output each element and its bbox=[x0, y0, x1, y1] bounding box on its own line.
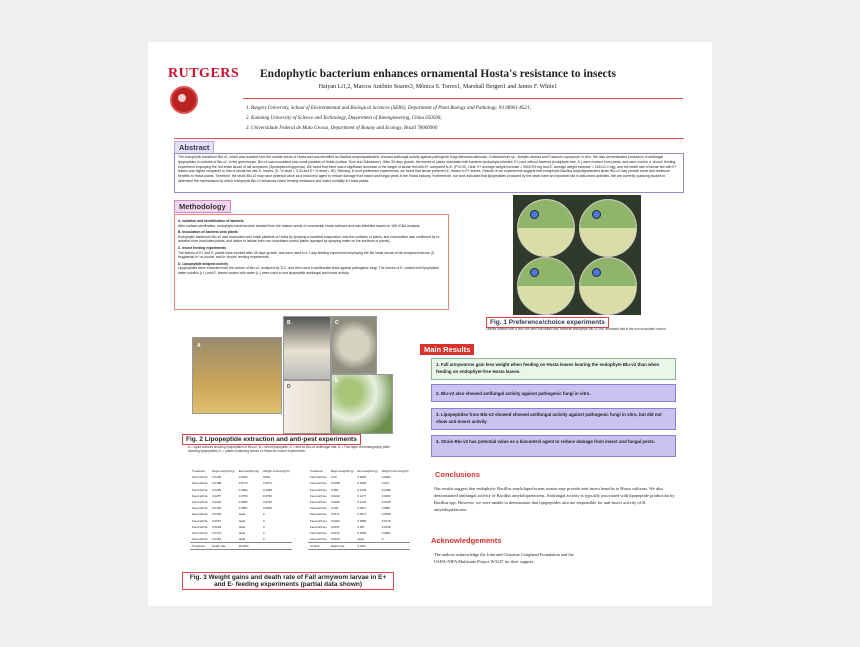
table-cell: 0.0694 bbox=[381, 475, 391, 480]
fig2-caption: Fig. 2 Lipopeptide extraction and anti-pest experiments bbox=[182, 434, 361, 445]
table-cell: 0.0699 bbox=[381, 512, 391, 517]
conclusions-heading: Conclusions bbox=[435, 470, 481, 479]
table-cell: Feed with E+ bbox=[310, 512, 327, 517]
table-cell: 0.0188 bbox=[212, 481, 222, 486]
table-cell: 0.1177 bbox=[357, 493, 367, 498]
method-c-text: The leaves of E+ and E- plants were excised after 45 days growth, and were used in a 7-day feeding experiment employing the 4th instar larvae of fall armyworm larvae (S. frugiperda) in 'no-choice' and in 'choice' feeding experiments. bbox=[178, 250, 435, 260]
table-cell: Feed with E- bbox=[192, 518, 209, 523]
total-row bbox=[308, 543, 410, 550]
table-cell: 0.067 bbox=[357, 524, 365, 529]
table-cell: 0.0609 bbox=[357, 481, 367, 486]
method-d-text: Lipopeptides were extracted from the culture of Blu-v2, analyzed by TLC, and then used in antifeedant tests against pathogenic fungi. The leaves of E- coated with lipopeptide water solution (L+) and E- leaves coated with water (L-) were used to test lipopeptide antifungal and insect activity. bbox=[178, 266, 439, 275]
table-cell: Death rate bbox=[329, 543, 356, 550]
table-cell: 0.0150 bbox=[212, 475, 222, 480]
table-cell: 0.484 bbox=[330, 487, 339, 492]
table-cell: Feed with E+ bbox=[310, 487, 327, 492]
table-cell: Feed with E- bbox=[192, 493, 209, 498]
table-cell: dead bbox=[357, 537, 364, 542]
petri-dish bbox=[517, 257, 575, 315]
affiliations bbox=[246, 104, 686, 134]
table-cell: 0.0618 bbox=[381, 524, 391, 529]
table-cell: 0.0794 bbox=[262, 500, 272, 505]
table-cell: 0.0849 bbox=[262, 506, 272, 511]
table-cell: Feed with E- bbox=[192, 524, 209, 529]
method-c-title: C. Insect feeding experiments bbox=[178, 245, 227, 250]
table-row bbox=[308, 536, 410, 543]
table-cell: 0 bbox=[381, 537, 384, 542]
table-cell: 0.0917 bbox=[357, 506, 367, 511]
methodology-heading: Methodology bbox=[174, 200, 231, 213]
table-cell: 0.0770 bbox=[238, 481, 248, 486]
table-cell: 0.0203 bbox=[330, 518, 340, 523]
table-cell: 0.851 bbox=[262, 475, 271, 480]
title-divider bbox=[243, 98, 683, 99]
table-cell: 0.0299 bbox=[330, 481, 340, 486]
inoculated-marker-icon bbox=[530, 268, 539, 277]
affiliation-3: 3. Universidade Federal de Mato Grosso, Department of Botany and Ecology, Brazil 78060900 bbox=[246, 126, 438, 131]
fig2-photo-c bbox=[331, 316, 377, 374]
table-cell: dead bbox=[238, 524, 246, 529]
table-cell: Feed with E+ bbox=[310, 518, 327, 523]
abstract-heading: Abstract bbox=[174, 141, 214, 154]
table-cell: Feed with E- bbox=[192, 512, 209, 517]
table-cell: 0.0163 bbox=[330, 537, 340, 542]
table-cell: 0.0892 bbox=[238, 487, 248, 492]
table-cell: 0.0436 bbox=[238, 475, 248, 480]
table-cell: Feed with E- bbox=[192, 487, 209, 492]
abstract-text: The endophytic bacterium Blu-v2, which was isolated from the rosette seeds of Hosta and was identified as Bacillus amyloliquefaciens, showed antifungal activity against pathogenic fungi Alternaria alternata, Colletotrichum sp., Botrytis cinerea and Fusarium oxysporum in vitro. We also demonstrated production of antifungal lipopeptides in cultures of Blu-v2. In the greenhouse, Blu-v2 was inoculated onto small plantlets of Hosta (cultivar 'Sum and Substance'). After 30 days growth, the leaves of plants inoculated with bacteria (endophyte-infected, E+) and without bacteria (endophyte-free, E-) were excised from plants, and were used in a 'choice' feeding experiment employing the 3rd instar larvae of fall armyworm (Spodoptera frugiperda). We found that there was a significant decrease in the weight of larvae fed with E+ compared to E- (P<0.05, t-test; E+ average weight increase = 90±8.3% mg and E- average weight increase = 134±12.4 mg), and the death rate of larvae fed with E+ leaves was higher compared to that of larvae fed with E- leaves. (E- % dead = 3.33 and E+ % dead = 30). Similarly, in food preference experiments, we found that larvae preferred E- leaves to E+ leaves. Results of our experiments suggest that endophytic Bacillus amyloliquefaciens strain Blu-v2 may provide some anti-herbivore benefits to Hosta plants. Therefore, the strain Blu-v2 may have potential value as a biocontrol agent to reduce damage from insect and fungal pests in the Hosta industry. Furthermore, our work indicated that lipopeptides produced by the strain have an important role in anti-insect activities. We are currently pursuing studies to determine the mechanisms by which endophytic Blu-v2 enhances insect feeding resistance and insect mortality in Hosta plants. bbox=[178, 155, 677, 183]
affiliation-2: 2. Kunming University of Science and Technology, Department of Bioengineering, China 650500; bbox=[246, 116, 442, 121]
table-cell: dead bbox=[238, 537, 246, 542]
table-cell: 0.3573 bbox=[262, 481, 272, 486]
table-cell: 0.0161 bbox=[330, 524, 340, 529]
table-cell: Feed with E- bbox=[192, 537, 209, 542]
method-b-title: B. Inoculation of bacteria onto plants bbox=[178, 230, 238, 235]
table-cell: Feed with E+ bbox=[310, 524, 327, 529]
petri-dish bbox=[579, 199, 637, 257]
table-cell: 3.33% bbox=[355, 543, 379, 550]
fig2-photo-b bbox=[283, 316, 331, 380]
result-1: 1. Fall armyworms gain less weight when feeding on Hosta leaves bearing the endophyte Blu-v2 than when feeding on endophyte-free Hosta leaves. bbox=[431, 358, 676, 380]
table-cell: 0.0171 bbox=[330, 512, 340, 517]
method-b-text: Endophytic bacterium Blu-v2 was inoculated onto small plantlets of Hosta by spraying a bacterial suspension onto the surfaces of plants, and colonization was confirmed by re-isolation from inoculated plants, and failure to isolate from non-inoculated control plants (sprayed by spraying water on the surfaces of plants). bbox=[178, 234, 441, 244]
method-a-title: A. Isolation and identification of bacteria. bbox=[178, 219, 245, 223]
column-header: Treatment bbox=[192, 469, 206, 474]
table-cell: dead bbox=[238, 530, 246, 535]
authors: Haiyan Li1,2, Marcos Antônio Soares3, Mônica S. Torres1, Marshall Bergen1 and James F. White1 bbox=[318, 84, 558, 90]
table-cell: 0.0161 bbox=[330, 530, 340, 535]
table-cell: 0.0926 bbox=[357, 475, 367, 480]
table-cell: 0.0170 bbox=[381, 518, 391, 523]
table-cell: Control bbox=[308, 543, 329, 550]
total-row bbox=[190, 543, 292, 550]
table-cell: 0.0950 bbox=[357, 518, 367, 523]
poster-title: Endophytic bacterium enhances ornamental Hosta's resistance to insects bbox=[260, 68, 616, 80]
table-cell: 0 bbox=[262, 530, 265, 535]
header-divider bbox=[174, 138, 684, 139]
table-cell: 0.0257 bbox=[212, 518, 222, 523]
table-cell: Feed with E+ bbox=[310, 481, 327, 486]
results-heading: Main Results bbox=[420, 344, 474, 355]
petri-dish bbox=[579, 257, 637, 315]
petri-dish bbox=[517, 199, 575, 257]
table-cell: 0.1246 bbox=[357, 487, 367, 492]
table-cell: Feed with E- bbox=[192, 475, 209, 480]
column-header: Weight improving(%) bbox=[262, 469, 290, 474]
table-cell: 0 bbox=[262, 512, 265, 517]
method-a-text: After surface-sterilization, endophytic bacteria were isolated from the mature seeds of ornamental Hosta cultivars and was identified based on 16S rDNA analysis. bbox=[178, 223, 421, 228]
table-cell: 30.00% bbox=[237, 543, 261, 550]
fig1-caption: Fig. 1 Preference/choice experiments bbox=[486, 317, 609, 328]
inoculated-marker-icon bbox=[530, 210, 539, 219]
poster bbox=[148, 42, 712, 606]
table-cell: 0.0892 bbox=[381, 530, 391, 535]
fig3-left-table bbox=[190, 468, 292, 550]
table-cell: 0.0172 bbox=[212, 530, 222, 535]
table-cell: 0.0896 bbox=[238, 500, 248, 505]
inoculated-marker-icon bbox=[592, 210, 601, 219]
table-cell: Feed with E+ bbox=[310, 506, 327, 511]
table-cell: Feed with E+ bbox=[310, 530, 327, 535]
fig3-right-table bbox=[308, 468, 410, 550]
table-cell: 0.0160 bbox=[212, 506, 222, 511]
table-cell: Feed with E- bbox=[192, 530, 209, 535]
university-seal-icon bbox=[170, 86, 198, 114]
table-cell: 0.0138 bbox=[381, 500, 391, 505]
table-cell: Death rate bbox=[210, 543, 237, 550]
table-cell: Feed with E+ bbox=[310, 537, 327, 542]
affiliation-1: 1. Rutgers University, School of Environmental and Biological Sciences (SEBS), Department of Plant Biology and Pathology. NJ 08901-8521; bbox=[246, 106, 532, 111]
table-cell: 0.0232 bbox=[330, 500, 340, 505]
fig2-label-c: C bbox=[335, 320, 339, 326]
table-cell: 0.1098 bbox=[381, 487, 391, 492]
table-cell: Feed with E- bbox=[192, 506, 209, 511]
fig2-photo-a bbox=[192, 337, 282, 414]
table-row bbox=[190, 536, 292, 543]
table-cell: 0.0230 bbox=[212, 500, 222, 505]
table-cell: 0.1130 bbox=[357, 500, 367, 505]
table-cell: 0.0933 bbox=[381, 493, 391, 498]
table-cell: Feed with E+ bbox=[310, 500, 327, 505]
column-header: Begin weight(mg) bbox=[330, 469, 354, 474]
table-cell: 0.0248 bbox=[212, 524, 222, 529]
table-cell: 0.0796 bbox=[262, 493, 272, 498]
fig3-caption: Fig. 3 Weight gains and death rate of Fall armywom larvae in E+ and E- feeding experiments (partial data shown) bbox=[182, 572, 394, 590]
fig1-subcaption: Leaves marked with a blue dot were inoculated with bacterial endophyte Blu-v2; the unmarked half is the non-inoculated control. bbox=[486, 327, 667, 331]
table-cell: dead bbox=[238, 518, 246, 523]
table-cell: Feed with E- bbox=[192, 481, 209, 486]
fig1-photo bbox=[513, 195, 641, 315]
method-d-title: D. Lipopeptide antipest activity bbox=[178, 261, 229, 266]
column-header: Treatment bbox=[310, 469, 324, 474]
table-cell: 0.0077 bbox=[357, 512, 367, 517]
inoculated-marker-icon bbox=[592, 268, 601, 277]
result-4: 4. Strain Blu-v2 has potential value as a biocontrol agent to reduce damage from insect and fungal pests. bbox=[431, 435, 676, 457]
table-cell: 0.0659 bbox=[357, 530, 367, 535]
table-cell: 0.0790 bbox=[238, 493, 248, 498]
fig2-photo-e bbox=[331, 374, 393, 434]
column-header: End weight(mg) bbox=[357, 469, 378, 474]
fig2-label-b: B bbox=[287, 320, 291, 326]
table-cell: 0.0200 bbox=[212, 487, 222, 492]
table-cell: 0.631 bbox=[381, 481, 389, 486]
table-cell: 0 bbox=[262, 518, 265, 523]
table-cell: 0 bbox=[262, 524, 265, 529]
abstract-box bbox=[174, 153, 684, 193]
table-cell: 0.23 bbox=[330, 475, 337, 480]
table-cell: Feed with E+ bbox=[310, 475, 327, 480]
table-cell: 0.0257 bbox=[212, 493, 222, 498]
rutgers-logo: RUTGERS bbox=[168, 66, 240, 81]
table-cell: dead bbox=[238, 512, 246, 517]
table-cell: Feed with E- bbox=[192, 500, 209, 505]
table-cell: 0.229 bbox=[330, 506, 339, 511]
column-header: Begin weight(mg) bbox=[212, 469, 235, 474]
conclusions-text: Our results suggest that endophytic Bacillus amyloliquefaciens strains may provide anti-insect benefits to Hosta cultivars. We also demonstrated antifungal activity of Bacillus amyloliquefaciens. Antifungal activity is typically associated with lipopeptide production by Bacillus spp. However, we were unable to demonstrate that lipopeptides also are responsible for anti-insect activity of B. amyloliquefaciens. bbox=[434, 486, 675, 512]
table-cell: 0 bbox=[262, 537, 265, 542]
table-cell: 0.0156 bbox=[212, 512, 222, 517]
fig2-label-e: E bbox=[335, 378, 339, 384]
table-cell: 0.0242 bbox=[330, 493, 340, 498]
table-cell bbox=[380, 543, 411, 550]
fig2-photo-d bbox=[283, 380, 331, 434]
table-cell: 0.0851 bbox=[238, 506, 248, 511]
table-cell: 0.3489 bbox=[262, 487, 272, 492]
table-cell: Feed with E+ bbox=[310, 493, 327, 498]
acknowledgements-heading: Acknowledgements bbox=[431, 536, 502, 545]
acknowledgements-text: The authors acknowledge the John and Christina Craighead Foundation and the USDA-NIFA Multistate Project W3147 for their support. bbox=[434, 552, 574, 564]
table-cell: Treatment bbox=[190, 543, 210, 550]
result-2: 2. Blu-v2 also showed antifungal activity against pathogenic fungi in vitro. bbox=[431, 384, 676, 402]
result-3: 3. Lipopeptides from Blu-v2 showed showed antifungal activity against pathogenic fungi in vitro, but did not show anti-insect activity bbox=[431, 408, 676, 430]
table-cell bbox=[261, 543, 292, 550]
methodology-box bbox=[174, 214, 449, 310]
fig2-label-d: D bbox=[287, 384, 291, 390]
fig2-subcaption: A = liquid cultures showing lipopeptides of Blu-v2; B = dried lipopeptide; C = test for Blu-v2 antifungal trait; D = Thin-layer chromatography plate showing lipopeptides; E = plates containing leaves of Hosta for choice experiments. bbox=[188, 445, 390, 454]
column-header: End weight(mg) bbox=[238, 469, 259, 474]
fig2-label-a: A bbox=[197, 343, 201, 349]
table-cell: 0.0887 bbox=[381, 506, 391, 511]
column-header: Weight improving(%) bbox=[381, 469, 409, 474]
table-cell: 0.0154 bbox=[212, 537, 222, 542]
